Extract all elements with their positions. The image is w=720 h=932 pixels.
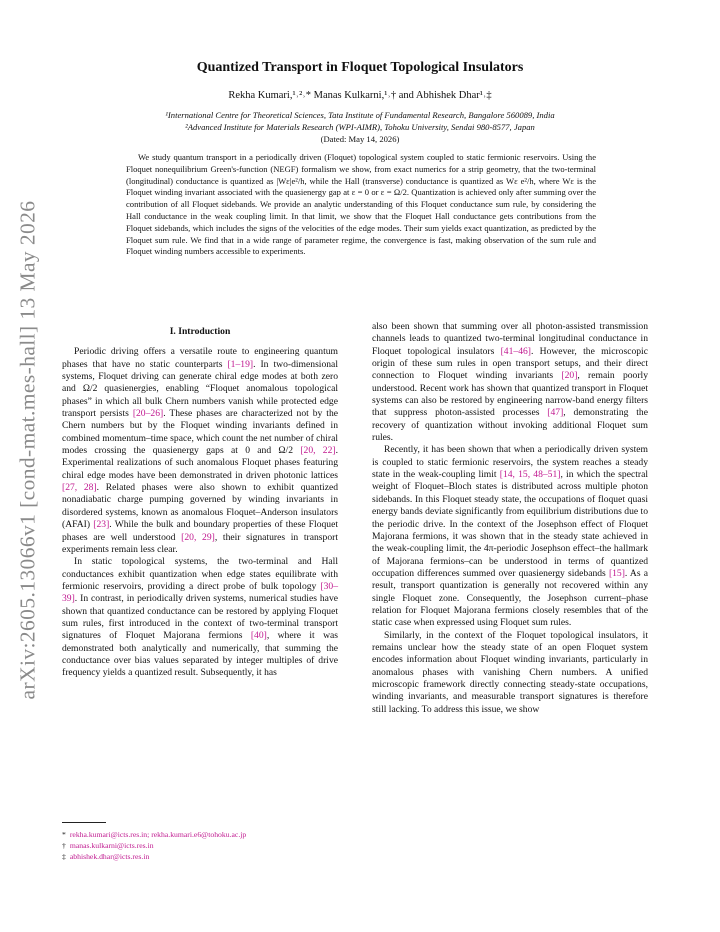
footnote — [62, 852, 149, 861]
footnote-mark: † — [62, 841, 66, 850]
paper-title: Quantized Transport in Floquet Topological Insulators — [196, 60, 524, 75]
body-text: . Related phases were also shown to exhibit quantized nonadiabatic charge pumping governed by winding invariants in disordered systems, known as anomalous Floquet–Anderson insulators (AFAI) — [62, 482, 339, 531]
body-text: , remain poorly understood. Recent work has shown that quantized transport in Floquet systems can also be restored by engineering narrow-band energy filters that suppress photon-assisted processes — [372, 370, 648, 419]
email-link[interactable]: abhishek.dhar@icts.res.in — [69, 852, 150, 861]
citation-link[interactable]: [20, 29] — [181, 531, 215, 543]
body-text: , in which the spectral weight of Floquet–Bloch states is distributed across multiple photon sidebands. In this Floquet steady state, the occupations of floquet quasi energy bands deviate significantly from equilibrium distributions due to the periodic drive. In the context of the Josephson effect of Floquet Majorana fermions, it was shown that in the steady state achieved in the weak-coupling limit, the 4π-periodic Josephson effect–the hallmark of Majorana fermions–can be understood in terms of quantized occupation differences summed over quasienergy sidebands — [372, 469, 649, 579]
citation-link[interactable]: [27, 28] — [62, 482, 97, 494]
author-list: Rekha Kumari,¹˒²˒* Manas Kulkarni,¹˒† and Abhishek Dhar¹˒‡ — [228, 90, 492, 101]
section-heading: I. Introduction — [169, 326, 231, 337]
body-text: , their signatures in transport experiments remain less clear. — [62, 531, 338, 555]
citation-link[interactable]: [15] — [608, 567, 625, 579]
arxiv-sidebar-stamp — [10, 200, 46, 700]
body-text: Recently, it has been shown that when a periodically driven system is coupled to static fermionic reservoirs, the system reaches a steady state in the weak-coupling limit — [372, 444, 648, 481]
body-text: . In two-dimensional systems, Floquet driving can generate chiral edge modes at both zero and Ω/2 quasienergies, enabling “Floquet anomalous topological phases” in which all bulk Chern numbers vanish while protected edge transport persists — [62, 358, 338, 420]
body-text: , demonstrating the recovery of quantization without invoking additional Floquet sum rules. — [372, 407, 648, 444]
citation-link[interactable]: [47] — [547, 407, 564, 419]
left-column — [62, 326, 338, 680]
body-text: , where it was demonstrated both analytically and numerically, that summing the conductance over bias values separated by integer multiples of drive frequency yields a quantized result. Subsequently, it has — [62, 630, 339, 679]
citation-link[interactable]: [1–19] — [227, 358, 254, 370]
paragraph — [372, 444, 648, 629]
date-line: (Dated: May 14, 2026) — [320, 134, 400, 144]
body-text: . As a result, transport quantization is generally not recovered within any single Floquet zone. Consequently, the Josephson current–phase relation for Floquet Majorana fermions closely resembles that of the static case when expressed using Floquet sum rules. — [372, 567, 648, 629]
arxiv-identifier: arXiv:2605.13066v1 [cond-mat.mes-hall] 13 May 2026 — [15, 200, 40, 700]
affiliation-2: ²Advanced Institute for Materials Research (WPI-AIMR), Tohoku University, Sendai 980-8577, Japan — [185, 122, 535, 132]
email-link[interactable]: rekha.kumari@icts.res.in; rekha.kumari.e6@tohoku.ac.jp — [69, 830, 247, 839]
paragraph — [62, 556, 338, 679]
body-text: Similarly, in the context of the Floquet topological insulators, it remains unclear how the steady state of an open Floquet system encodes information about Floquet winding invariants, particularly in anomalous phases with vanishing Chern numbers. A unified microscopic framework directly connecting steady-state occupations, winding invariants, and measurable transport signatures is therefore still lacking. To address this issue, we show — [372, 629, 648, 715]
paragraph — [62, 346, 338, 556]
abstract: We study quantum transport in a periodically driven (Floquet) topological system coupled to static fermionic reservoirs. Using the Floquet nonequilibrium Green's-function (NEGF) formalism we show, from exact numerics for a strip geometry, that the two-terminal (longitudinal) conductance is quantized as |Wε|e²/h, while the Hall (transverse) conductance is quantized as Wε e²/h, where Wε is the Floquet winding invariant associated with the quasienergy gap at ε = 0 or ε = Ω/2. Quantization is achieved only after summing over the contribution of all Floquet sidebands. We provide an analytic understanding of this Floquet conductance sum rule, by considering the Hall conductance in the weak coupling limit. In that limit, we show that the Floquet Hall conductance gets contributions from the Floquet sidebands, which includes the signs of the velocities of the edge modes. Their sum yields exact quantization, as predicted by the Floquet sum rule. We find that in a wide range of parameter regime, the convergence is fast, making observation of the sum rule and Floquet winding numbers accessible to experiments. — [126, 152, 596, 257]
footnote — [62, 830, 246, 839]
citation-link[interactable]: [20, 22] — [300, 445, 336, 457]
paragraph — [372, 321, 648, 444]
body-text: . These phases are characterized not by the Chern numbers but by the Floquet winding invariants defined in combined momentum–time space, which count the net number of chiral modes crossing the quasienergy gaps at 0 and Ω/2 — [62, 408, 339, 457]
citation-link[interactable]: [41–46] — [500, 345, 531, 357]
right-column — [372, 321, 648, 716]
citation-link[interactable]: [40] — [250, 630, 267, 642]
footnote — [62, 841, 154, 850]
footnote-mark: * — [62, 830, 66, 839]
citation-link[interactable]: [20–26] — [132, 408, 164, 420]
paragraph — [372, 630, 648, 716]
footnote-mark: ‡ — [62, 852, 66, 861]
body-text: . In contrast, in periodically driven systems, numerical studies have shown that quantized conductance can be restored by applying Floquet sum rules, first introduced in the context of two-terminal transport signatures of Floquet Majorana fermions — [62, 593, 338, 642]
body-text: . However, the microscopic origin of these sum rules in open transport setups, and their direct connection to Floquet winding invariants — [372, 345, 648, 382]
body-text: . While the bulk and boundary properties of these Floquet phases are well understood — [62, 519, 339, 543]
body-text: In static topological systems, the two-terminal and Hall conductances exhibit quantization when edge states equilibrate with fermionic reservoirs, providing a direct probe of bulk topology — [62, 556, 338, 592]
affiliation-1: ¹International Centre for Theoretical Sciences, Tata Institute of Fundamental Research, Bangalore 560089, India — [165, 110, 555, 120]
left-column-body — [62, 346, 338, 679]
body-text: Periodic driving offers a versatile route to engineering quantum phases that have no static counterparts — [62, 346, 338, 370]
citation-link[interactable]: [20] — [561, 370, 578, 382]
body-text: . Experimental realizations of such anomalous Floquet phases featuring chiral edge modes have been demonstrated in driven photonic lattices — [62, 445, 339, 481]
citation-link[interactable]: [23] — [93, 519, 110, 531]
body-text: also been shown that summing over all photon-assisted transmission channels leads to quantized two-terminal longitudinal conductance in Floquet topological insulators — [372, 321, 648, 357]
email-link[interactable]: manas.kulkarni@icts.res.in — [69, 841, 154, 850]
citation-link[interactable]: [14, 15, 48–51] — [499, 469, 561, 481]
footnote-rule — [62, 822, 106, 823]
right-column-body — [372, 321, 648, 716]
citation-link[interactable]: [30–39] — [62, 580, 338, 605]
